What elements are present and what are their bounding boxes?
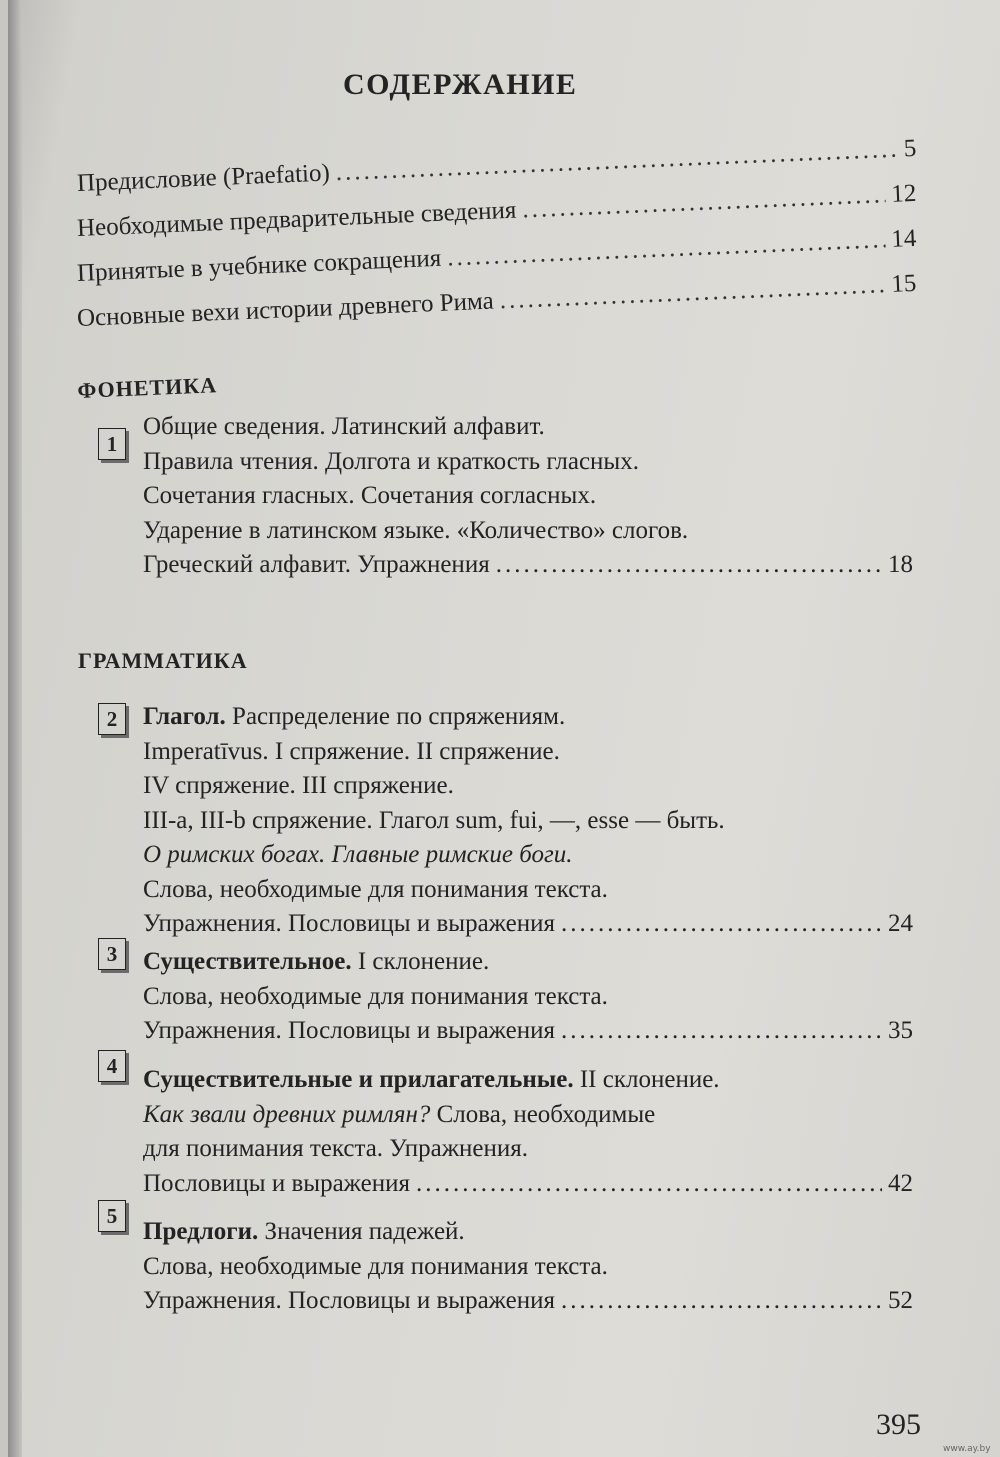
lesson-2-entry [143,700,913,942]
toc-entry-page: 52 [888,1287,913,1314]
lesson-1-entry [143,410,913,583]
entry-line: Imperatīvus. I спряжение. II спряжение. [143,737,560,765]
toc-entry-label: Принятые в учебнике сокращения [76,244,442,288]
toc-entry-page: 35 [888,1017,913,1044]
entry-line: Общие сведения. Латинский алфавит. [143,413,545,440]
section-heading-grammar: ГРАММАТИКА [78,648,248,673]
toc-entry-page: 12 [890,179,917,208]
toc-entry-page: 15 [890,269,917,298]
entry-line [143,1098,913,1133]
entry-heading: Существительные и прилагательные. [143,1066,574,1093]
entry-text: I склонение. [351,948,490,975]
entry-heading: Существительное. [143,948,352,975]
leader-dots [561,907,882,942]
entry-text-italic: Как звали древних римлян? [143,1100,431,1128]
entry-line [143,1063,913,1098]
entry-text: Распределение по спряжениям. [225,703,566,730]
entry-line [143,945,913,980]
entry-line-last [143,548,913,583]
toc-entry-page: 24 [888,910,913,937]
entry-text: II склонение. [573,1066,720,1093]
book-spine [8,0,22,1457]
entry-line-text: Упражнения. Пословицы и выражения [143,1017,555,1044]
watermark: www.ay.by [943,1444,991,1454]
lesson-number-box: 2 [98,703,126,735]
lesson-5-entry [143,1215,913,1319]
toc-entry-page: 18 [888,551,913,578]
toc-entry-label: Предисловие (Praefatio) [76,159,331,198]
entry-line-last [143,1014,913,1049]
entry-text: Значения падежей. [258,1218,465,1245]
leader-dots [416,1167,882,1202]
leader-dots [447,226,886,272]
entry-line: Правила чтения. Долгота и краткость гласных. [143,447,639,475]
entry-line-last [143,907,913,942]
entry-line: Сочетания гласных. Сочетания согласных. [143,482,597,509]
leader-dots [561,1014,882,1049]
leader-dots [522,181,886,224]
entry-heading: Предлоги. [143,1218,259,1245]
toc-title: СОДЕРЖАНИЕ [343,68,578,101]
lesson-number-box: 3 [98,938,126,970]
lesson-number-box: 4 [98,1050,126,1082]
leader-dots [496,548,882,583]
entry-line-italic: О римских богах. Главные римские боги. [143,841,573,868]
toc-entry-label: Основные вехи истории древнего Рима [76,287,495,333]
entry-line: Слова, необходимые для понимания текста. [143,982,608,1010]
entry-line-text: Упражнения. Пословицы и выражения [143,1287,555,1314]
lesson-number-box: 5 [98,1200,126,1232]
toc-entry-page: 42 [888,1169,913,1197]
lesson-4-entry [143,1063,913,1201]
entry-line-last [143,1284,913,1319]
entry-line [143,700,913,735]
book-page [8,0,1000,1457]
entry-line: Ударение в латинском языке. «Количество» слогов. [143,516,689,544]
entry-line: III-a, III-b спряжение. Глагол sum, fui, —, esse — быть. [143,806,725,834]
entry-text: Слова, необходимые [430,1100,656,1128]
toc-entry-label: Необходимые предварительные сведения [76,196,517,243]
entry-line: Слова, необходимые для понимания текста. [143,875,608,903]
toc-entry-page: 14 [890,224,917,253]
entry-line [143,1215,913,1250]
entry-line: IV спряжение. III спряжение. [143,772,454,799]
section-heading-phonetics: ФОНЕТИКА [76,372,218,404]
entry-line: Слова, необходимые для понимания текста. [143,1252,608,1280]
leader-dots [335,136,898,188]
leader-dots [561,1284,882,1319]
entry-line-text: Пословицы и выражения [143,1169,410,1197]
entry-line: для понимания текста. Упражнения. [143,1135,529,1162]
lesson-3-entry [143,945,913,1049]
page-number: 395 [876,1408,921,1441]
entry-heading: Глагол. [143,703,226,730]
entry-line-last [143,1167,913,1202]
lesson-number-box: 1 [98,428,126,460]
leader-dots [499,271,886,315]
toc-entry-page: 5 [903,134,917,163]
entry-line-text: Греческий алфавит. Упражнения [143,551,490,578]
entry-line-text: Упражнения. Пословицы и выражения [143,910,555,937]
